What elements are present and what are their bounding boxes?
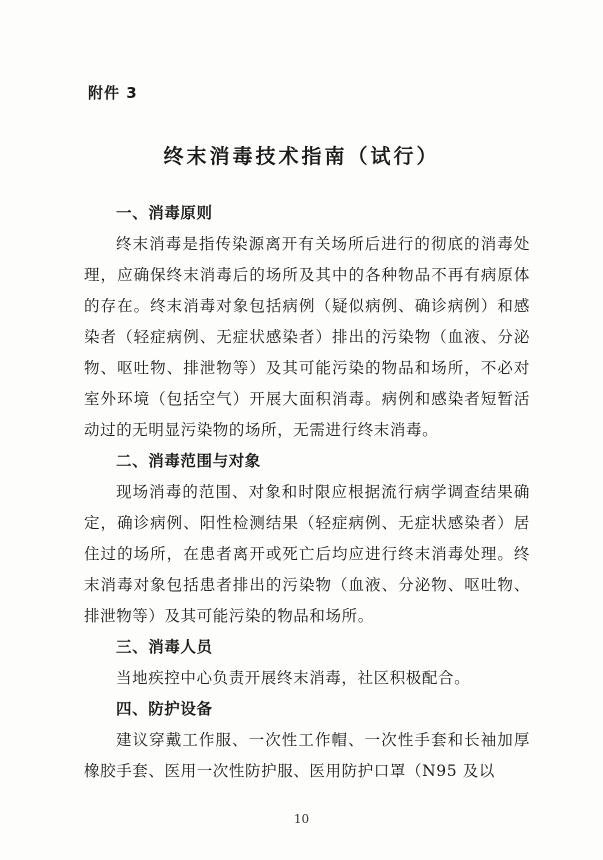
section-paragraph: 建议穿戴工作服、一次性工作帽、一次性手套和长袖加厚橡胶手套、医用一次性防护服、医用防护口罩（N95 及以 xyxy=(84,731,530,780)
section-heading: 三、消毒人员 xyxy=(116,638,213,656)
section-paragraph: 现场消毒的范围、对象和时限应根据流行病学调查结果确定，确诊病例、阳性检测结果（轻症病例、无症状感染者）居住过的场所，在患者离开或死亡后均应进行终末消毒处理。终末消毒对象包括患者排出的污染物（血液、分泌物、呕吐物、排泄物等）及其可能污染的物品和场所。 xyxy=(84,483,530,625)
section-heading: 二、消毒范围与对象 xyxy=(116,452,261,470)
document-title: 终末消毒技术指南（试行） xyxy=(163,144,440,168)
section-paragraph: 终末消毒是指传染源离开有关场所后进行的彻底的消毒处理，应确保终末消毒后的场所及其中的各种物品不再有病原体的存在。终末消毒对象包括病例（疑似病例、确诊病例）和感染者（轻症病例、无症状感染者）排出的污染物（血液、分泌物、呕吐物、排泄物等）及其可能污染的物品和场所，不必对室外环境（包括空气）开展大面积消毒。病例和感染者短暂活动过的无明显污染物的场所，无需进行终末消毒。 xyxy=(84,235,530,439)
annex-label: 附件 3 xyxy=(88,84,138,102)
document-body xyxy=(84,198,530,787)
page-number: 10 xyxy=(293,812,310,826)
section-heading: 一、消毒原则 xyxy=(116,204,213,222)
section-heading: 四、防护设备 xyxy=(116,700,213,718)
section-paragraph: 当地疾控中心负责开展终末消毒，社区积极配合。 xyxy=(116,669,471,687)
